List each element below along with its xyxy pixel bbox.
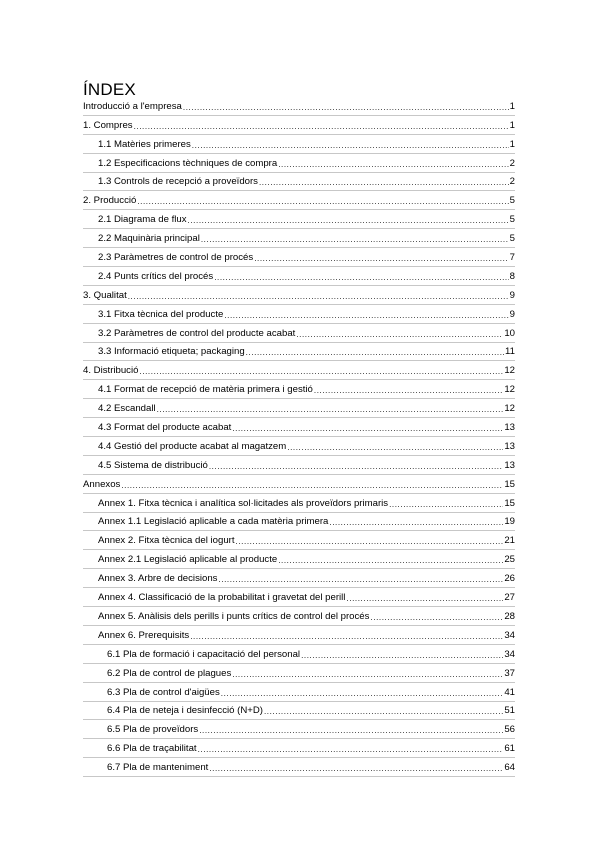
toc-entry[interactable] bbox=[83, 588, 515, 607]
dot-leader bbox=[188, 217, 509, 225]
toc-entry-label: 3. Qualitat bbox=[83, 289, 127, 301]
toc-entry[interactable] bbox=[83, 173, 515, 192]
toc-entry-label: 4.3 Format del producte acabat bbox=[98, 422, 232, 434]
dot-leader bbox=[201, 236, 509, 244]
dot-leader bbox=[329, 519, 503, 527]
toc-entry[interactable] bbox=[83, 154, 515, 173]
toc-entry[interactable] bbox=[83, 664, 515, 683]
toc-entry-label: 1. Compres bbox=[83, 119, 133, 131]
toc-entry-label: 3.2 Paràmetres de control del producte acabat bbox=[98, 327, 296, 339]
toc-entry-page-number: 7 bbox=[509, 252, 515, 264]
toc-entry[interactable] bbox=[83, 758, 515, 777]
toc-entry-page-number: 2 bbox=[509, 176, 515, 188]
dot-leader bbox=[232, 425, 503, 433]
toc-entry-label: Annex 5. Anàlisis dels perills i punts crítics de control del procés bbox=[98, 610, 370, 622]
toc-entry-label: 4.1 Format de recepció de matèria primera i gestió bbox=[98, 384, 313, 396]
toc-entry-page-number: 5 bbox=[509, 195, 515, 207]
toc-entry-label: 2.2 Maquinària principal bbox=[98, 233, 200, 245]
toc-entry[interactable] bbox=[83, 418, 515, 437]
dot-leader bbox=[157, 406, 504, 414]
toc-entry[interactable] bbox=[83, 550, 515, 569]
toc-entry[interactable] bbox=[83, 191, 515, 210]
dot-leader bbox=[218, 576, 503, 584]
dot-leader bbox=[128, 293, 509, 301]
toc-entry-page-number: 12 bbox=[504, 403, 515, 415]
toc-entry-page-number: 41 bbox=[504, 686, 515, 698]
toc-entry-label: 6.5 Pla de proveïdors bbox=[107, 724, 199, 736]
toc-entry[interactable] bbox=[83, 286, 515, 305]
toc-entry[interactable] bbox=[83, 626, 515, 645]
dot-leader bbox=[121, 482, 503, 490]
toc-entry-page-number: 15 bbox=[504, 478, 515, 490]
toc-entry-page-number: 13 bbox=[504, 440, 515, 452]
toc-entry-label: Annexos bbox=[83, 478, 121, 490]
toc-entry-label: 6.6 Pla de traçabilitat bbox=[107, 743, 197, 755]
toc-entry[interactable] bbox=[83, 97, 515, 116]
toc-entry-label: 2.1 Diagrama de flux bbox=[98, 214, 187, 226]
toc-entry-label: Annex 4. Classificació de la probabilitat i gravetat del perill bbox=[98, 592, 346, 604]
toc-entry-page-number: 61 bbox=[504, 743, 515, 755]
dot-leader bbox=[287, 444, 503, 452]
toc-entry-label: 6.4 Pla de neteja i desinfecció (N+D) bbox=[107, 705, 263, 717]
toc-entry-label: Annex 1.1 Legislació aplicable a cada matèria primera bbox=[98, 516, 329, 528]
toc-entry[interactable] bbox=[83, 267, 515, 286]
toc-entry[interactable] bbox=[83, 210, 515, 229]
toc-entry-page-number: 28 bbox=[504, 610, 515, 622]
toc-entry[interactable] bbox=[83, 702, 515, 721]
dot-leader bbox=[221, 690, 504, 698]
toc-entry[interactable] bbox=[83, 116, 515, 135]
toc-entry[interactable] bbox=[83, 324, 515, 343]
toc-entry-page-number: 2 bbox=[509, 157, 515, 169]
toc-entry[interactable] bbox=[83, 437, 515, 456]
toc-entry-label: 2.3 Paràmetres de control de procés bbox=[98, 252, 254, 264]
dot-leader bbox=[192, 142, 509, 150]
dot-leader bbox=[190, 633, 503, 641]
toc-entry-page-number: 1 bbox=[509, 100, 515, 112]
toc-entry-page-number: 34 bbox=[504, 648, 515, 660]
toc-entry-label: Annex 2.1 Legislació aplicable al producte bbox=[98, 554, 278, 566]
dot-leader bbox=[346, 595, 503, 603]
toc-entry[interactable] bbox=[83, 720, 515, 739]
dot-leader bbox=[314, 387, 503, 395]
dot-leader bbox=[199, 727, 503, 735]
dot-leader bbox=[264, 708, 503, 716]
dot-leader bbox=[139, 368, 503, 376]
toc-entry-page-number: 8 bbox=[509, 270, 515, 282]
toc-entry[interactable] bbox=[83, 494, 515, 513]
table-of-contents bbox=[83, 97, 515, 777]
dot-leader bbox=[278, 161, 508, 169]
dot-leader bbox=[278, 557, 503, 565]
toc-entry-label: Annex 6. Prerequisits bbox=[98, 629, 190, 641]
toc-entry[interactable] bbox=[83, 645, 515, 664]
toc-entry-label: 1.2 Especificacions tèchniques de compra bbox=[98, 157, 278, 169]
toc-entry[interactable] bbox=[83, 399, 515, 418]
toc-entry-page-number: 9 bbox=[509, 289, 515, 301]
toc-entry-page-number: 64 bbox=[504, 762, 515, 774]
toc-entry-label: 6.2 Pla de control de plagues bbox=[107, 667, 232, 679]
dot-leader bbox=[137, 198, 508, 206]
toc-entry-label: 1.3 Controls de recepció a proveïdors bbox=[98, 176, 258, 188]
toc-entry-label: 2.4 Punts crítics del procés bbox=[98, 270, 214, 282]
toc-entry-page-number: 51 bbox=[504, 705, 515, 717]
dot-leader bbox=[198, 746, 504, 754]
toc-entry-page-number: 10 bbox=[504, 327, 515, 339]
toc-entry-label: 2. Producció bbox=[83, 195, 137, 207]
toc-entry[interactable] bbox=[83, 229, 515, 248]
dot-leader bbox=[183, 104, 509, 112]
toc-entry-page-number: 5 bbox=[509, 214, 515, 226]
dot-leader bbox=[254, 255, 508, 263]
toc-entry-page-number: 13 bbox=[504, 459, 515, 471]
toc-entry[interactable] bbox=[83, 531, 515, 550]
toc-entry-page-number: 5 bbox=[509, 233, 515, 245]
dot-leader bbox=[259, 179, 509, 187]
toc-entry-label: 4.5 Sistema de distribució bbox=[98, 459, 208, 471]
dot-leader bbox=[214, 274, 508, 282]
dot-leader bbox=[389, 501, 503, 509]
toc-entry-page-number: 1 bbox=[509, 138, 515, 150]
toc-entry-label: 1.1 Matèries primeres bbox=[98, 138, 191, 150]
toc-entry-page-number: 56 bbox=[504, 724, 515, 736]
toc-entry-page-number: 21 bbox=[504, 535, 515, 547]
toc-entry[interactable] bbox=[83, 475, 515, 494]
toc-entry-label: 6.3 Pla de control d'aigües bbox=[107, 686, 220, 698]
toc-entry-page-number: 19 bbox=[504, 516, 515, 528]
toc-entry-page-number: 25 bbox=[504, 554, 515, 566]
dot-leader bbox=[232, 671, 503, 679]
toc-entry-page-number: 13 bbox=[504, 422, 515, 434]
toc-entry-page-number: 26 bbox=[504, 573, 515, 585]
dot-leader bbox=[301, 652, 503, 660]
toc-entry-label: Annex 1. Fitxa tècnica i analítica sol·licitades als proveïdors primaris bbox=[98, 497, 389, 509]
toc-entry[interactable] bbox=[83, 305, 515, 324]
toc-entry[interactable] bbox=[83, 607, 515, 626]
toc-entry[interactable] bbox=[83, 380, 515, 399]
toc-entry-page-number: 27 bbox=[504, 592, 515, 604]
toc-entry-label: 3.1 Fitxa tècnica del producte bbox=[98, 308, 224, 320]
toc-entry-label: Annex 2. Fitxa tècnica del iogurt bbox=[98, 535, 235, 547]
toc-entry-page-number: 1 bbox=[509, 119, 515, 131]
toc-entry[interactable] bbox=[83, 456, 515, 475]
toc-entry[interactable] bbox=[83, 135, 515, 154]
dot-leader bbox=[209, 765, 503, 773]
toc-entry-label: 6.7 Pla de manteniment bbox=[107, 762, 209, 774]
toc-entry-label: Introducció a l'empresa bbox=[83, 100, 182, 112]
toc-entry[interactable] bbox=[83, 569, 515, 588]
dot-leader bbox=[209, 463, 503, 471]
toc-entry[interactable] bbox=[83, 248, 515, 267]
toc-entry-page-number: 12 bbox=[504, 384, 515, 396]
toc-entry-label: 3.3 Informació etiqueta; packaging bbox=[98, 346, 245, 358]
dot-leader bbox=[296, 331, 503, 339]
toc-entry-page-number: 15 bbox=[504, 497, 515, 509]
toc-entry-label: Annex 3. Arbre de decisions bbox=[98, 573, 218, 585]
toc-entry-page-number: 37 bbox=[504, 667, 515, 679]
toc-entry-page-number: 34 bbox=[504, 629, 515, 641]
toc-entry-page-number: 11 bbox=[505, 346, 515, 358]
toc-entry-page-number: 12 bbox=[504, 365, 515, 377]
dot-leader bbox=[246, 349, 504, 357]
page-title: ÍNDEX bbox=[83, 80, 136, 99]
dot-leader bbox=[134, 123, 509, 131]
dot-leader bbox=[224, 312, 508, 320]
toc-entry-label: 4.4 Gestió del producte acabat al magatzem bbox=[98, 440, 287, 452]
dot-leader bbox=[236, 538, 504, 546]
toc-entry[interactable] bbox=[83, 739, 515, 758]
toc-entry[interactable] bbox=[83, 343, 515, 362]
toc-entry-label: 4.2 Escandall bbox=[98, 403, 156, 415]
toc-entry-label: 4. Distribució bbox=[83, 365, 139, 377]
toc-entry[interactable] bbox=[83, 361, 515, 380]
toc-entry[interactable] bbox=[83, 513, 515, 532]
dot-leader bbox=[370, 614, 503, 622]
toc-entry[interactable] bbox=[83, 683, 515, 702]
toc-entry-label: 6.1 Pla de formació i capacitació del personal bbox=[107, 648, 301, 660]
toc-entry-page-number: 9 bbox=[509, 308, 515, 320]
